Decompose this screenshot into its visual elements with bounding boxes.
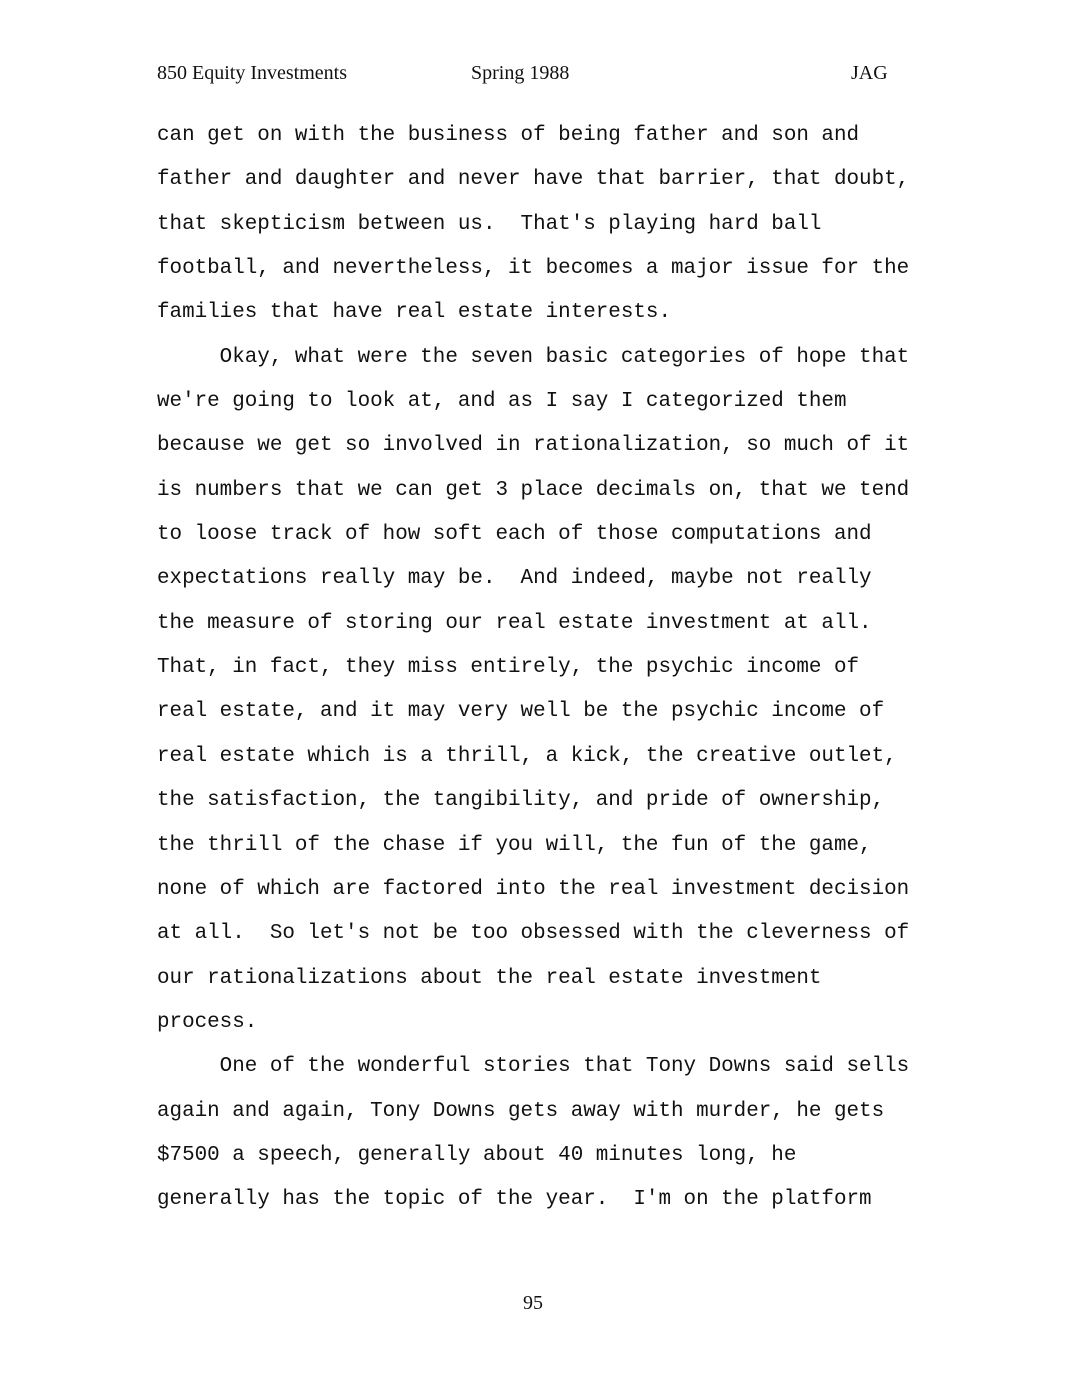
text-line: our rationalizations about the real estate investment [157,966,822,990]
text-line: $7500 a speech, generally about 40 minutes long, he [157,1143,797,1167]
text-line: that skepticism between us. That's playing hard ball [157,212,822,236]
text-line: That, in fact, they miss entirely, the psychic income of [157,656,860,680]
text-line: we're going to look at, and as I say I categorized them [157,390,847,414]
text-line: at all. So let's not be too obsessed with the cleverness of [157,922,910,946]
header-course-title: 850 Equity Investments [157,62,347,84]
text-line: One of the wonderful stories that Tony Downs said sells [157,1055,910,1079]
text-line: again and again, Tony Downs gets away with murder, he gets [157,1099,885,1123]
text-line: families that have real estate interests. [157,301,671,325]
transcript-body [157,114,917,1223]
text-line: the measure of storing our real estate investment at all. [157,611,872,635]
header-term: Spring 1988 [471,62,570,84]
text-line: is numbers that we can get 3 place decimals on, that we tend [157,478,910,502]
text-line: Okay, what were the seven basic categories of hope that [157,345,910,369]
text-line: the thrill of the chase if you will, the fun of the game, [157,833,872,857]
text-line: because we get so involved in rationalization, so much of it [157,434,910,458]
text-line: expectations really may be. And indeed, maybe not really [157,567,872,591]
header-author-initials: JAG [851,62,888,84]
text-line: real estate which is a thrill, a kick, the creative outlet, [157,744,897,768]
text-line: football, and nevertheless, it becomes a major issue for the [157,257,910,281]
page-header [0,62,1066,90]
text-line: father and daughter and never have that barrier, that doubt, [157,168,910,192]
text-line: real estate, and it may very well be the psychic income of [157,700,885,724]
text-line: to loose track of how soft each of those computations and [157,523,872,547]
text-line: process. [157,1010,258,1034]
text-line: generally has the topic of the year. I'm on the platform [157,1188,872,1212]
page-number: 95 [523,1292,543,1314]
text-line: none of which are factored into the real investment decision [157,877,910,901]
text-line: can get on with the business of being father and son and [157,124,860,147]
text-line: the satisfaction, the tangibility, and pride of ownership, [157,789,885,813]
